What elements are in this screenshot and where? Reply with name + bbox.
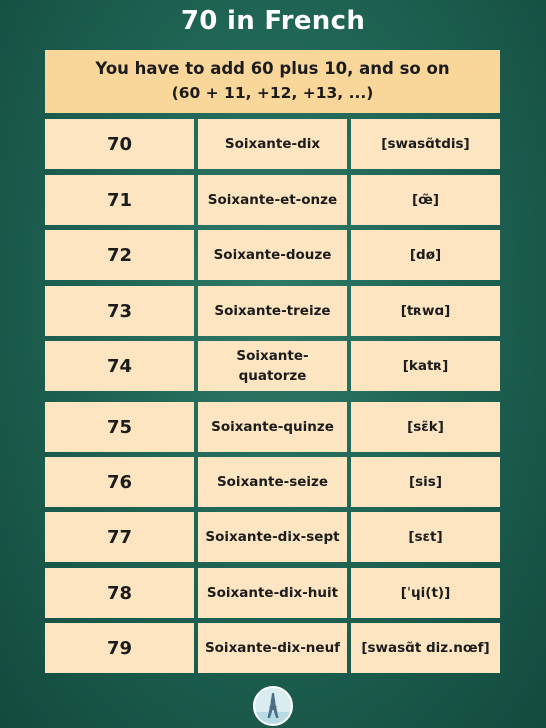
pronunciation-cell: [swasɑ̃tdis]: [351, 119, 500, 169]
table-row: [45, 457, 500, 507]
pronunciation-cell: [ˈɥi(t)]: [351, 568, 500, 618]
number-cell: 74: [45, 341, 194, 391]
french-word-cell: Soixante-treize: [198, 286, 347, 336]
pronunciation-cell: [tʀwɑ]: [351, 286, 500, 336]
french-word-cell: Soixante-dix: [198, 119, 347, 169]
table-row: [45, 175, 500, 225]
number-cell: 73: [45, 286, 194, 336]
number-cell: 78: [45, 568, 194, 618]
table-row: [45, 568, 500, 618]
french-word-cell: Soixante-dix-huit: [198, 568, 347, 618]
page-title: 70 in French: [180, 6, 366, 36]
number-cell: 70: [45, 119, 194, 169]
table-row: [45, 512, 500, 562]
number-cell: 76: [45, 457, 194, 507]
french-word-cell: Soixante-quatorze: [198, 341, 347, 391]
number-cell: 75: [45, 402, 194, 452]
table-row: [45, 341, 500, 391]
number-cell: 71: [45, 175, 194, 225]
table-row: [45, 119, 500, 169]
pronunciation-cell: [katʀ]: [351, 341, 500, 391]
number-cell: 77: [45, 512, 194, 562]
table-row: [45, 286, 500, 336]
french-word-cell: Soixante-dix-neuf: [198, 623, 347, 673]
pronunciation-cell: [dø]: [351, 230, 500, 280]
instruction-line-2: (60 + 11, +12, +13, ...): [171, 84, 374, 102]
table-row: [45, 623, 500, 673]
instruction-line-1: You have to add 60 plus 10, and so on: [95, 59, 450, 78]
number-cell: 79: [45, 623, 194, 673]
pronunciation-cell: [œ̃]: [351, 175, 500, 225]
french-word-cell: Soixante-et-onze: [198, 175, 347, 225]
table-row: [45, 402, 500, 452]
pronunciation-cell: [sis]: [351, 457, 500, 507]
number-cell: 72: [45, 230, 194, 280]
pronunciation-cell: [sɛt]: [351, 512, 500, 562]
table-row: [45, 230, 500, 280]
eiffel-tower-logo-icon: [253, 686, 293, 726]
french-word-cell: Soixante-douze: [198, 230, 347, 280]
pronunciation-cell: [sɛ̃k]: [351, 402, 500, 452]
pronunciation-cell: [swasɑ̃t diz.nœf]: [351, 623, 500, 673]
french-word-cell: Soixante-seize: [198, 457, 347, 507]
french-word-cell: Soixante-quinze: [198, 402, 347, 452]
french-word-cell: Soixante-dix-sept: [198, 512, 347, 562]
instruction-box: [45, 50, 500, 113]
